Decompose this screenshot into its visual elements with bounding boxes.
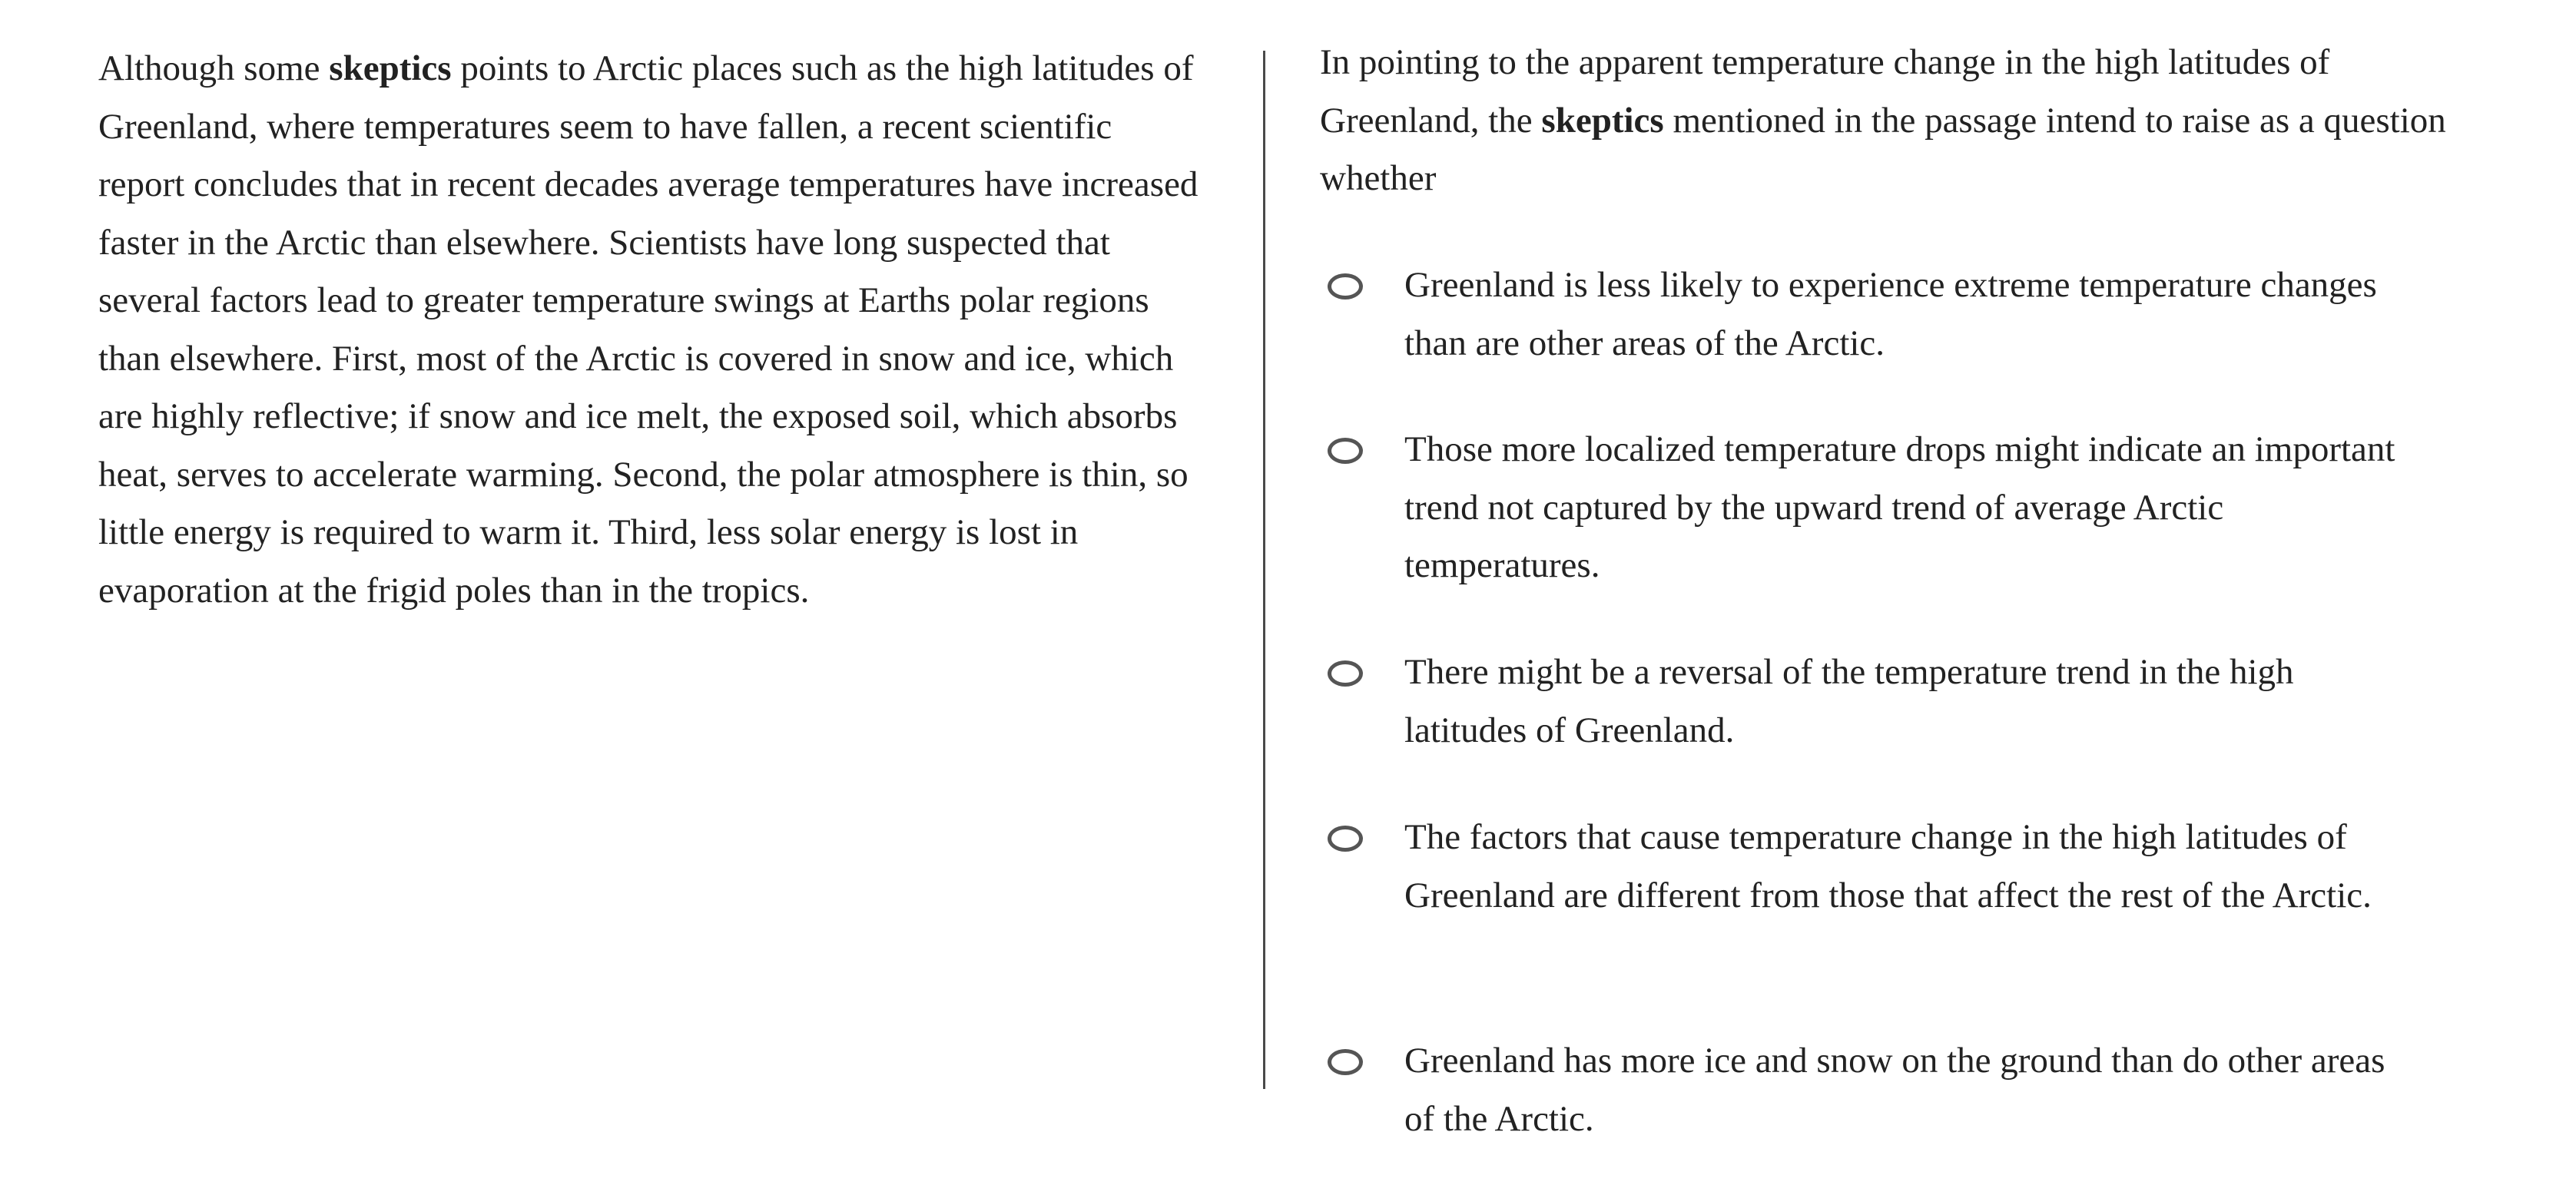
question-keyword-skeptics: skeptics	[1541, 100, 1664, 141]
answer-choice-text: Greenland has more ice and snow on the ground than do other areas of the Arctic.	[1404, 1041, 2385, 1139]
passage-pane	[98, 40, 1205, 620]
answer-choice-e[interactable]	[1320, 1032, 2488, 1148]
answer-choice-text: Greenland is less likely to experience extreme temperature changes than are other areas of the Arctic.	[1404, 265, 2377, 363]
passage-text-rest: points to Arctic places such as the high latitudes of Greenland, where temperatures seem to have fallen, a recent scientific report concludes that in recent decades average temperatures have increased faster in the Arctic than elsewhere. Scientists have long suspected that several factors lead to greater temperature swings at Earths polar regions than elsewhere. First, most of the Arctic is covered in snow and ice, which are highly reflective; if snow and ice melt, the exposed soil, which absorbs heat, serves to accelerate warming. Second, the polar atmosphere is thin, so little energy is required to warm it. Third, less solar energy is lost in evaporation at the frigid poles than in the tropics.	[98, 48, 1198, 611]
question-pane	[1320, 34, 2488, 1139]
question-stem	[1320, 34, 2488, 208]
answer-choice-text: Those more localized temperature drops might indicate an important trend not captured by the upward trend of average Arctic temperatures.	[1404, 429, 2395, 585]
answer-choice-text: There might be a reversal of the temperature trend in the high latitudes of Greenland.	[1404, 652, 2294, 750]
answer-choice-a[interactable]	[1320, 257, 2488, 372]
answer-choice-b[interactable]	[1320, 421, 2488, 595]
passage-keyword-skeptics: skeptics	[329, 48, 452, 88]
radio-button-icon[interactable]	[1328, 1049, 1363, 1075]
radio-button-icon[interactable]	[1328, 438, 1363, 464]
question-stem-start: In pointing to the apparent temperature change in the high latitudes of Greenland, the	[1320, 42, 2330, 141]
radio-button-icon[interactable]	[1328, 826, 1363, 852]
passage-text	[98, 40, 1205, 620]
radio-button-icon[interactable]	[1328, 273, 1363, 300]
passage-text-start: Although some	[98, 48, 330, 88]
answer-choice-c[interactable]	[1320, 644, 2488, 760]
answer-choice-d[interactable]	[1320, 809, 2488, 925]
pane-divider	[1263, 51, 1265, 1089]
question-stem-rest: mentioned in the passage intend to raise as a question whether	[1320, 100, 2446, 198]
radio-button-icon[interactable]	[1328, 660, 1363, 687]
answer-choice-text: The factors that cause temperature change in the high latitudes of Greenland are different from those that affect the rest of the Arctic.	[1404, 817, 2372, 915]
